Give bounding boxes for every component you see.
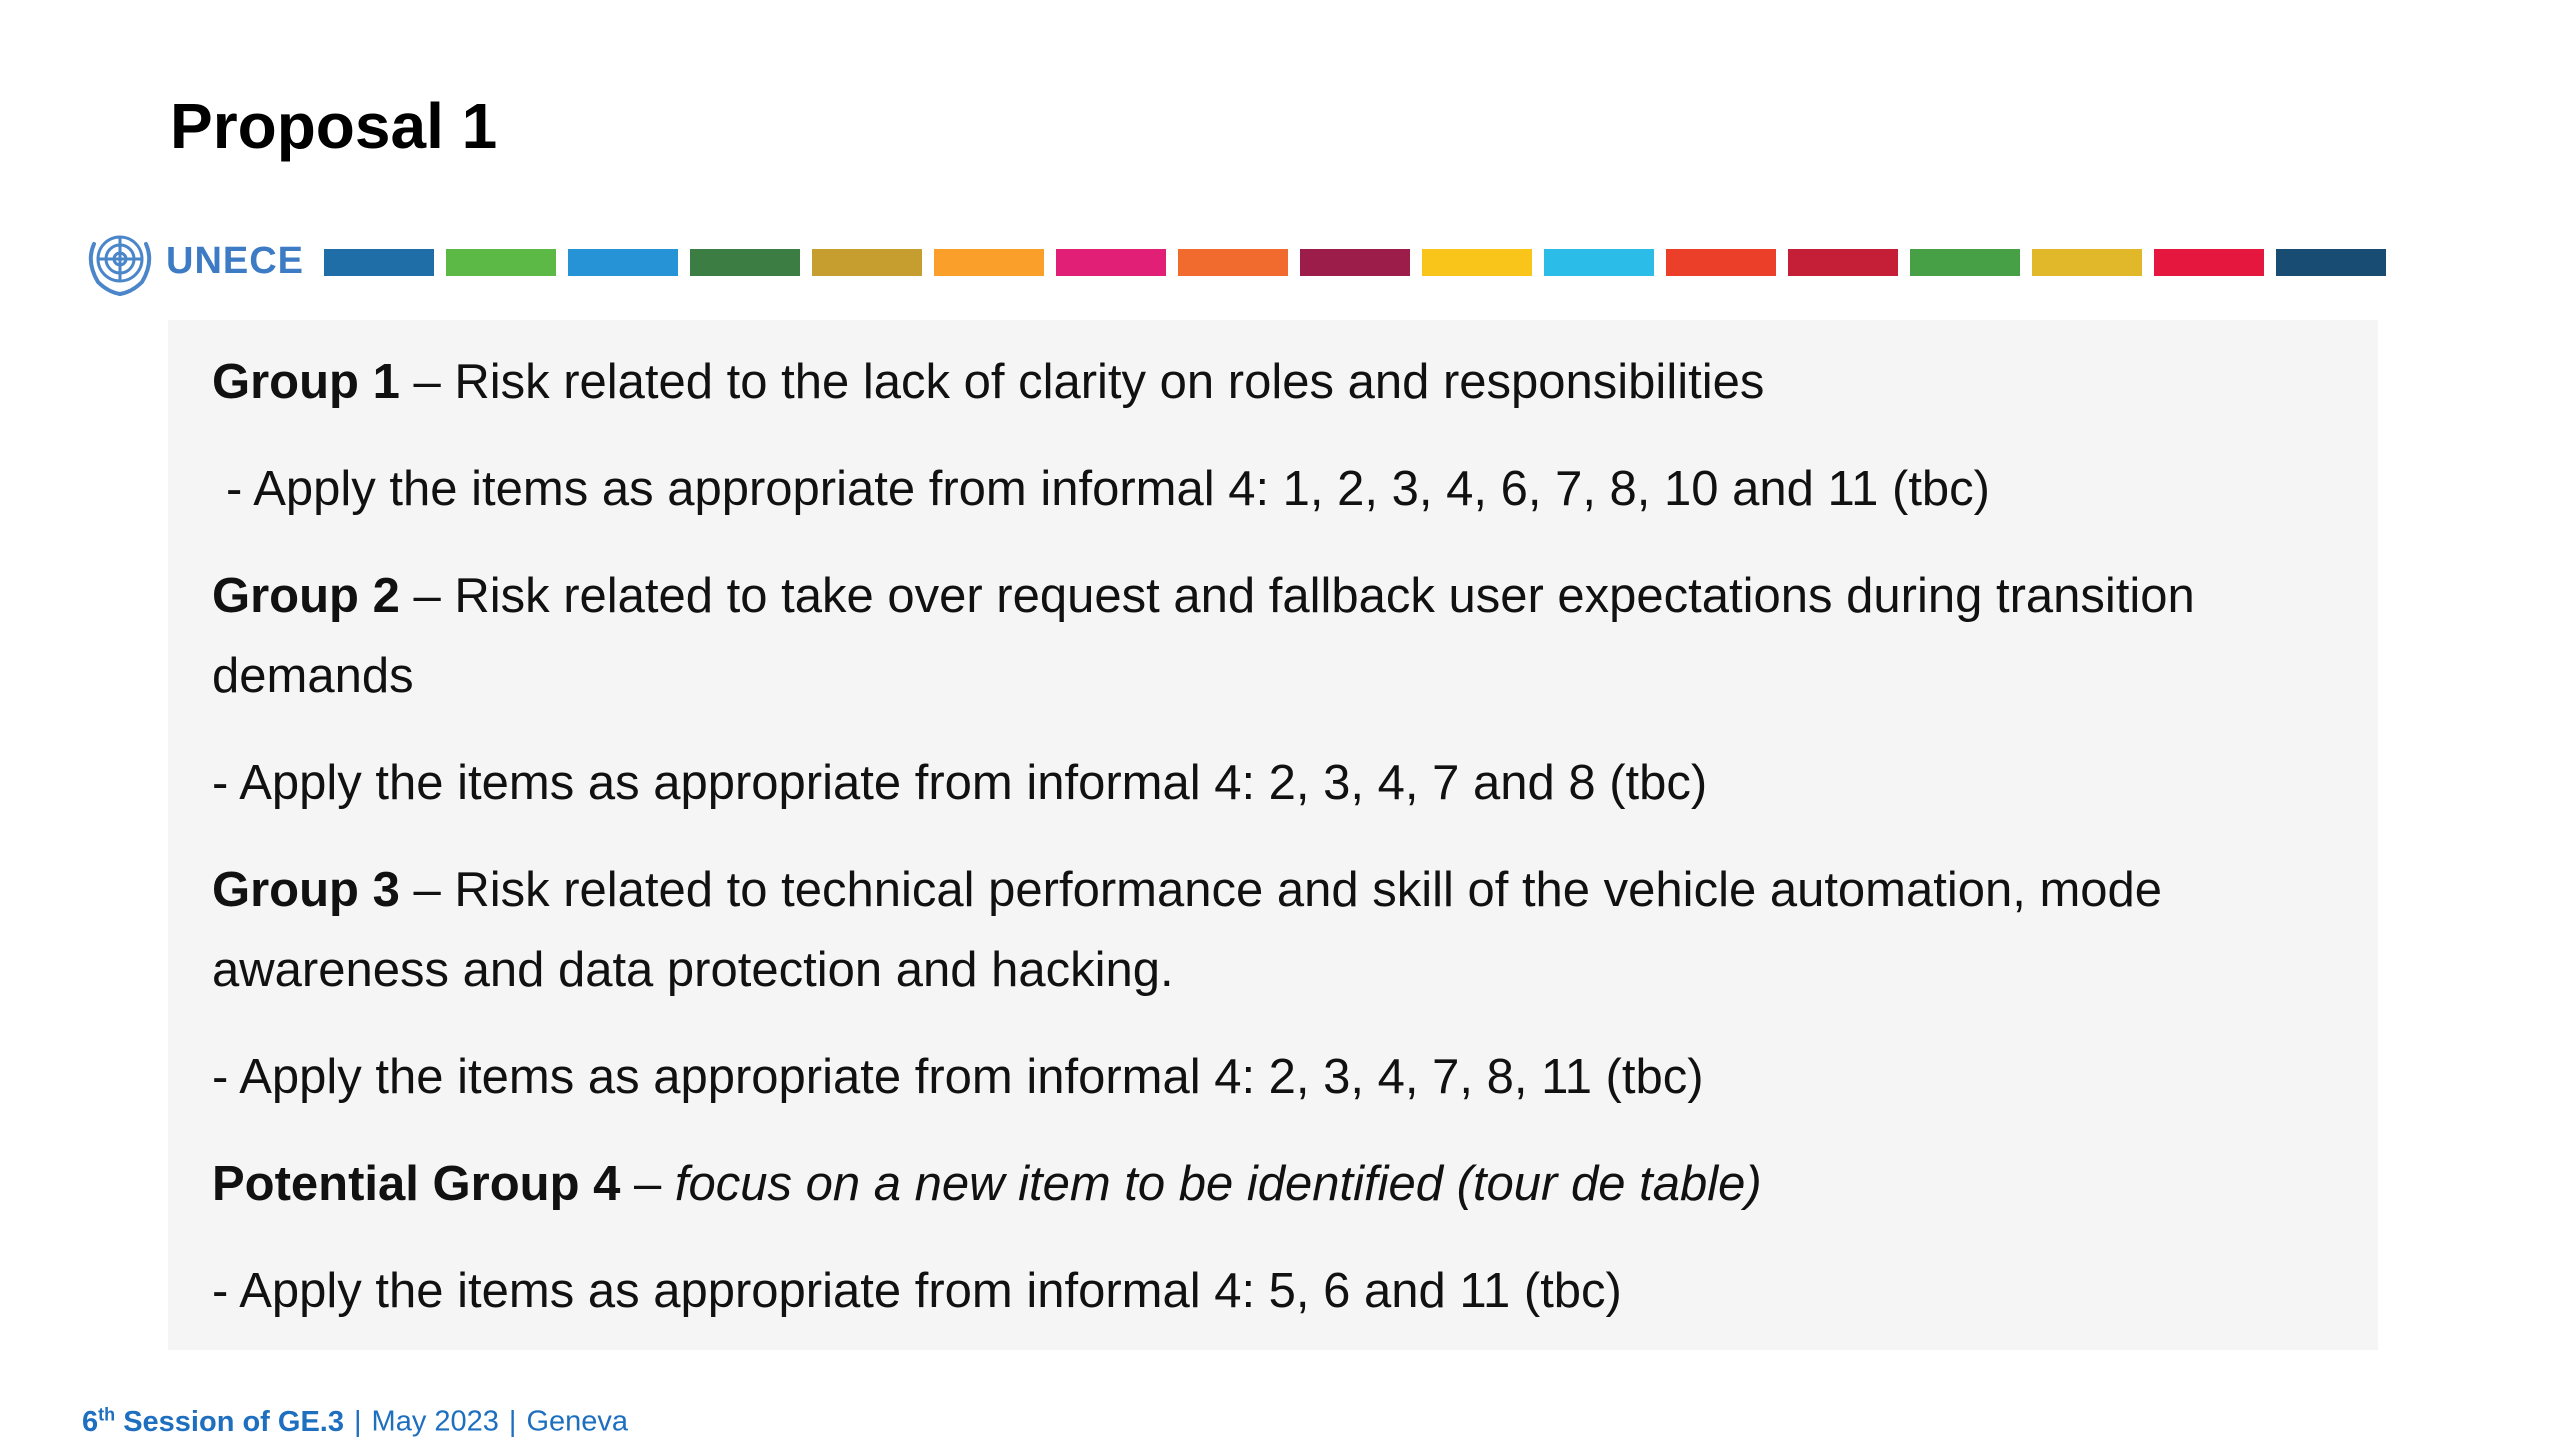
group-2-heading-line [212, 556, 2334, 716]
sdg-color-segment-3 [568, 249, 678, 276]
sdg-color-segment-5 [812, 249, 922, 276]
group-3-title: Group 3 [212, 863, 400, 917]
group-3-description: Risk related to technical performance and skill of the vehicle automation, mode awareness and data protection and hacking. [212, 863, 2163, 997]
group-3-apply: - Apply the items as appropriate from informal 4: 2, 3, 4, 7, 8, 11 (tbc) [212, 1050, 1704, 1104]
sdg-color-segment-2 [446, 249, 556, 276]
group-2-description: Risk related to take over request and fallback user expectations during transition demands [212, 569, 2195, 703]
sdg-color-strip [324, 249, 2386, 276]
sdg-color-segment-13 [1788, 249, 1898, 276]
group-3-heading-line [212, 850, 2334, 1010]
footer-session-label: Session of GE.3 [115, 1405, 344, 1438]
sdg-color-segment-7 [1056, 249, 1166, 276]
group-1-dash: – [399, 355, 455, 409]
footer-session-suffix: th [98, 1404, 116, 1424]
group-1-description: Risk related to the lack of clarity on roles and responsibilities [454, 355, 1765, 409]
footer-session [82, 1406, 344, 1438]
un-emblem-icon [80, 222, 160, 300]
group-4-apply: - Apply the items as appropriate from informal 4: 5, 6 and 11 (tbc) [212, 1264, 1622, 1318]
footer [82, 1396, 628, 1440]
sdg-color-segment-1 [324, 249, 434, 276]
sdg-color-segment-12 [1666, 249, 1776, 276]
footer-date: May 2023 [371, 1405, 499, 1438]
page-title: Proposal 1 [170, 90, 498, 162]
sdg-color-segment-9 [1300, 249, 1410, 276]
sdg-color-segment-8 [1178, 249, 1288, 276]
sdg-color-segment-16 [2154, 249, 2264, 276]
group-4-dash: – [620, 1157, 675, 1211]
sdg-color-segment-17 [2276, 249, 2386, 276]
sdg-color-segment-15 [2032, 249, 2142, 276]
footer-location: Geneva [526, 1405, 629, 1438]
sdg-color-segment-10 [1422, 249, 1532, 276]
content-panel [168, 320, 2378, 1350]
group-1-heading-line [212, 342, 2334, 422]
group-4-title: Potential Group 4 [212, 1157, 621, 1211]
footer-session-number: 6 [82, 1405, 99, 1438]
sdg-color-segment-11 [1544, 249, 1654, 276]
group-4-heading-line [212, 1144, 2334, 1224]
sdg-color-segment-4 [690, 249, 800, 276]
group-1-apply: - Apply the items as appropriate from informal 4: 1, 2, 3, 4, 6, 7, 8, 10 and 11 (tbc) [226, 462, 1990, 516]
sdg-color-segment-6 [934, 249, 1044, 276]
group-2-dash: – [399, 569, 455, 623]
footer-separator-1: | [353, 1405, 362, 1438]
group-1-title: Group 1 [212, 355, 400, 409]
group-3-dash: – [399, 863, 455, 917]
sdg-color-segment-14 [1910, 249, 2020, 276]
group-2-title: Group 2 [212, 569, 400, 623]
group-2-apply: - Apply the items as appropriate from informal 4: 2, 3, 4, 7 and 8 (tbc) [212, 756, 1708, 810]
footer-separator-2: | [508, 1405, 517, 1438]
group-4-description: focus on a new item to be identified (tour de table) [674, 1157, 1762, 1211]
unece-logo-text: UNECE [166, 240, 305, 282]
unece-brand-bar [80, 222, 2380, 300]
